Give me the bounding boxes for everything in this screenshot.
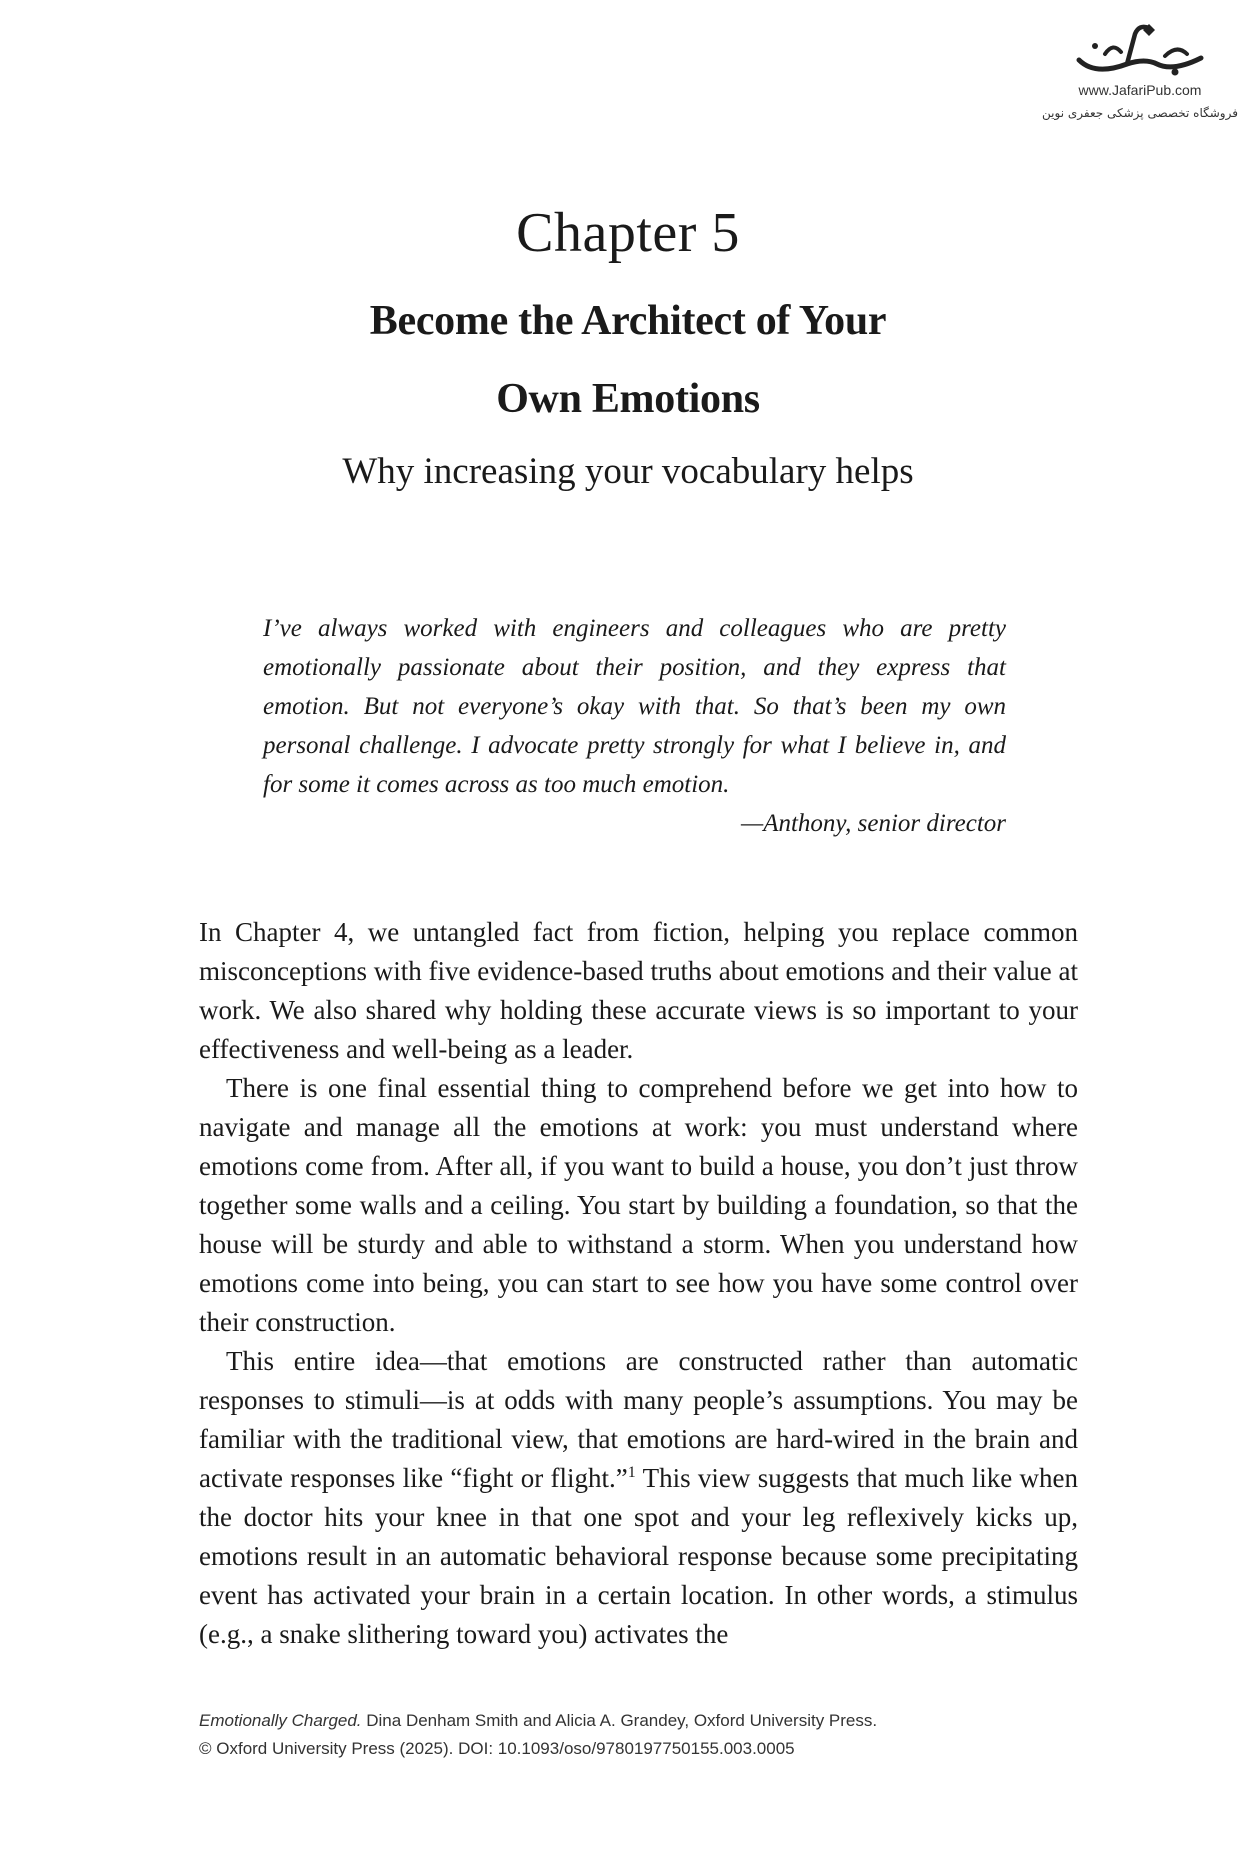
body-text bbox=[199, 913, 1078, 1654]
chapter-title-line2: Own Emotions bbox=[496, 376, 760, 422]
chapter-number: Chapter 5 bbox=[516, 202, 740, 264]
publisher-logo-icon bbox=[1065, 18, 1215, 80]
footnote-reference[interactable]: 1 bbox=[627, 1464, 636, 1481]
body-paragraph-3-part2: This view suggests that much like when the doctor hits your knee in that one spot and your leg reflexively kicks up, emotions result in an automatic behavioral response because some precipitating event has activated your brain in a certain location. In other words, a stimulus (e.g., a snake slithering toward you) activates the bbox=[199, 1463, 1078, 1649]
footer-book-title: Emotionally Charged. bbox=[199, 1711, 362, 1730]
chapter-title bbox=[0, 282, 1256, 438]
page-footer bbox=[199, 1707, 1078, 1763]
publisher-store-name: فروشگاه تخصصی پزشکی جعفری نوین bbox=[1042, 106, 1238, 120]
publisher-logo bbox=[1040, 18, 1240, 120]
footer-citation-line bbox=[199, 1707, 1078, 1735]
chapter-subtitle: Why increasing your vocabulary helps bbox=[342, 451, 914, 492]
body-paragraph-2: There is one final essential thing to comprehend before we get into how to navigate and manage all the emotions at work: you must understand where emotions come from. After all, if you want to build a house, you don’t just throw together some walls and a ceiling. You start by building a foundation, so that the house will be sturdy and able to withstand a storm. When you understand how emotions come into being, you can start to see how you have some control over their construction. bbox=[199, 1073, 1078, 1337]
epigraph-quote: I’ve always worked with engineers and colleagues who are pretty emotionally passionate about their position, and they express that emotion. But not everyone’s okay with that. So that’s been my own personal challenge. I advocate pretty strongly for what I believe in, and for some it comes across as too much emotion. bbox=[263, 615, 1006, 798]
body-paragraph-3-part1: This entire idea—that emotions are constructed rather than automatic responses to stimuli—is at odds with many people’s assumptions. You may be familiar with the traditional view, that emotions are hard-wired in the brain and activate responses like “fight or flight.” bbox=[199, 1346, 1078, 1493]
footer-citation: Dina Denham Smith and Alicia A. Grandey, Oxford University Press. bbox=[361, 1711, 878, 1730]
body-paragraph-1: In Chapter 4, we untangled fact from fiction, helping you replace common misconceptions with five evidence-based truths about emotions and their value at work. We also shared why holding these accurate views is so important to your effectiveness and well-being as a leader. bbox=[199, 917, 1078, 1064]
body-paragraph-3 bbox=[199, 1342, 1078, 1654]
chapter-title-line1: Become the Architect of Your bbox=[369, 298, 887, 344]
publisher-url: www.JafariPub.com bbox=[1078, 82, 1202, 98]
footer-copyright: © Oxford University Press (2025). DOI: 10.1093/oso/9780197750155.003.0005 bbox=[199, 1739, 795, 1758]
epigraph-attribution: —Anthony, senior director bbox=[740, 810, 1006, 837]
